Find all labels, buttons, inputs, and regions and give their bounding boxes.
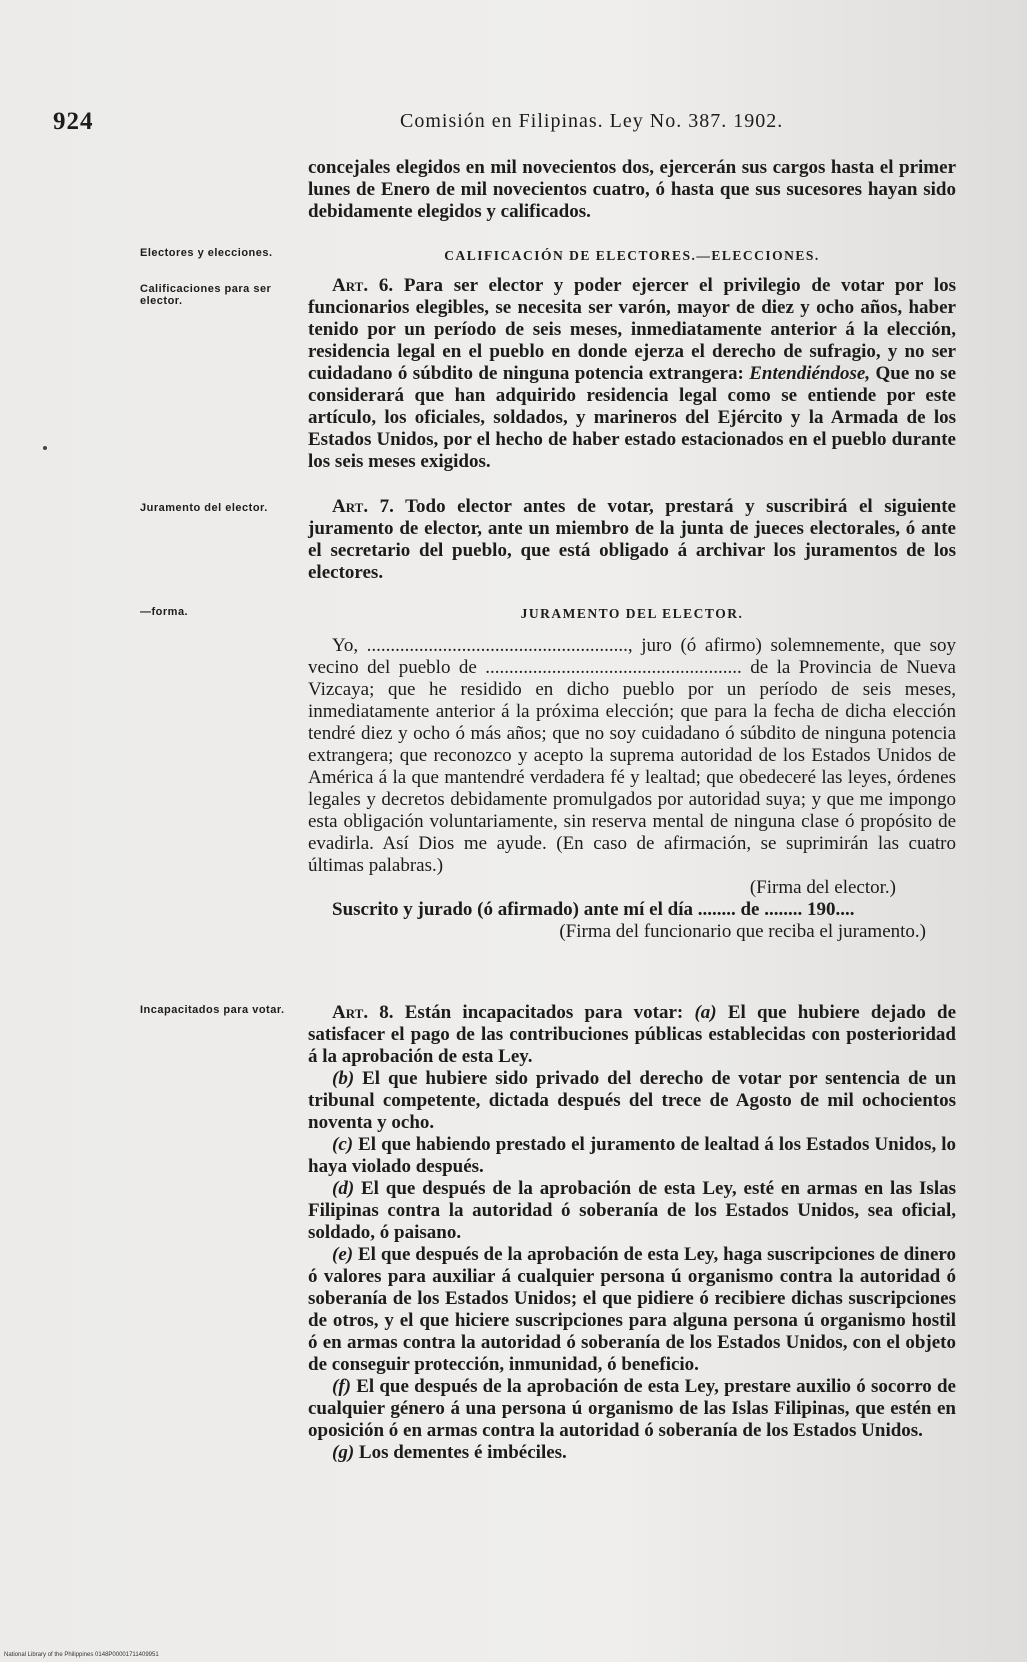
margin-note-forma: —forma.: [140, 606, 189, 618]
item-text: El que después de la aprobación de esta Ley, haga suscripciones de dinero ó valores para auxiliar á cualquier persona ú organismo contra la autoridad ó soberanía de los Estados Unidos; el que pidiere ó recibiere dichas suscripciones de otros, y el que hiciere suscripciones para alguna persona ú organismo hostil ó en armas contra la autoridad ó soberanía de los Estados Unidos, con el objeto de conseguir protección, inmunidad, ó beneficio.: [308, 1244, 957, 1375]
article-6-label: Art. 6.: [332, 275, 394, 296]
article-6-text-b: Que no se considerará que han adquirido residencia legal como se entiende por este artículo, los oficiales, soldados, y marineros del Ejército y la Armada de los Estados Unidos, por el hecho de haber estado estacionados en el pueblo durante los seis meses exigidos.: [308, 363, 957, 472]
oath-block: [308, 635, 956, 943]
page-number: 924: [53, 108, 94, 135]
article-6: [308, 275, 956, 473]
continuation-paragraph: concejales elegidos en mil novecientos dos, ejercerán sus cargos hasta el primer lunes de Enero de mil novecientos cuatro, ó hasta que sus sucesores hayan sido debidamente elegidos y calificados.: [308, 157, 956, 222]
sworn-line: Suscrito y jurado (ó afirmado) ante mí el día ........ de ........ 190....: [332, 899, 855, 920]
signature-elector: (Firma del elector.): [749, 877, 896, 898]
signature-official: (Firma del funcionario que reciba el juramento.): [559, 921, 926, 942]
article-8-label: Art. 8.: [332, 1002, 394, 1023]
item-text: El que hubiere sido privado del derecho de votar por sentencia de un tribunal competente, dictada después del trece de Agosto de mil ochocientos noventa y ocho.: [308, 1068, 957, 1133]
list-item: [308, 1068, 956, 1134]
margin-note-calificaciones: Calificaciones para ser elector.: [140, 283, 272, 307]
footer-credit: National Library of the Philippines 0148P00001711409951: [4, 1652, 159, 1658]
item-text: El que hubiere dejado de satisfacer el pago de las contribuciones públicas establecidas con posterioridad á la aprobación de esta Ley.: [308, 1002, 957, 1067]
article-7-text: Todo elector antes de votar, prestará y suscribirá el siguiente juramento de elector, ante un miembro de la junta de jueces electorales, ó ante el secretario del pueblo, que está obligado á archivar los juramentos de los electores.: [308, 496, 956, 583]
item-text: El que después de la aprobación de esta Ley, esté en armas en las Islas Filipinas contra la autoridad ó soberanía de los Estados Unidos, sea oficial, soldado, ó paisano.: [308, 1178, 956, 1243]
item-letter: (d): [332, 1178, 355, 1199]
list-item: [308, 1376, 956, 1442]
article-6-italic: Entendiéndose,: [749, 363, 871, 384]
item-letter: (a): [694, 1002, 717, 1023]
item-letter: (e): [332, 1244, 354, 1265]
item-letter: (f): [332, 1376, 351, 1397]
list-item: [308, 1442, 956, 1464]
margin-note-incapacitados: Incapacitados para votar.: [140, 1004, 285, 1016]
article-8-intro: Están incapacitados para votar:: [404, 1002, 684, 1023]
oath-heading: JURAMENTO DEL ELECTOR.: [520, 606, 744, 621]
article-6-text-a: Para ser elector y poder ejercer el privilegio de votar por los funcionarios elegibles, se necesita ser varón, mayor de diez y ocho años, haber tenido por un período de seis meses, inmediatamente anterior á la elección, residencia legal en el pueblo en donde ejerza el derecho de sufragio, y no ser cuidadano ó súbdito de ninguna potencia extrangera:: [308, 275, 957, 384]
scan-speck: [43, 446, 47, 450]
item-letter: (g): [332, 1442, 355, 1463]
item-letter: (c): [332, 1134, 354, 1155]
article-8: [308, 1002, 956, 1464]
item-text: El que después de la aprobación de esta Ley, prestare auxilio ó socorro de cualquier género á una persona ú organismo de las Islas Filipinas, que estén en oposición ó en armas contra la autoridad ó soberanía de los Estados Unidos.: [308, 1376, 956, 1441]
list-item: [308, 1134, 956, 1178]
item-letter: (b): [332, 1068, 355, 1089]
article-7-label: Art. 7.: [332, 496, 394, 517]
oath-text: Yo, ......................................................., juro (ó afirmo) solemnemente, que soy vecino del pueblo de ...................................................... de la Provincia de Nueva Vizcaya; que he residido en dicho pueblo por un período de seis meses, inmediatamente anterior á la próxima elección; que para la fecha de dicha elección tendré diez y ocho ó más años; que no soy cuidadano ó súbdito de ninguna potencia extrangera; que reconozco y acepto la suprema autoridad de los Estados Unidos de América á la que mantendré verdadera fé y lealtad; que obedeceré las leyes, órdenes legales y decretos debidamente promulgados por autoridad suya; y que me impongo esta obligación voluntariamente, sin reserva mental de ninguna clase ó propósito de evadirla. Así Dios me ayude. (En caso de afirmación, se suprimirán las cuatro últimas palabras.): [308, 635, 956, 876]
article-7: [308, 496, 956, 584]
section-heading: CALIFICACIÓN DE ELECTORES.—ELECCIONES.: [444, 248, 820, 263]
running-head: Comisión en Filipinas. Ley No. 387. 1902.: [400, 110, 784, 132]
margin-note-juramento: Juramento del elector.: [140, 502, 268, 514]
item-text: Los dementes é imbéciles.: [358, 1442, 567, 1463]
list-item: [308, 1178, 956, 1244]
item-text: El que habiendo prestado el juramento de lealtad á los Estados Unidos, lo haya violado después.: [308, 1134, 956, 1177]
list-item: [308, 1244, 956, 1376]
margin-note-electores: Electores y elecciones.: [140, 247, 273, 259]
